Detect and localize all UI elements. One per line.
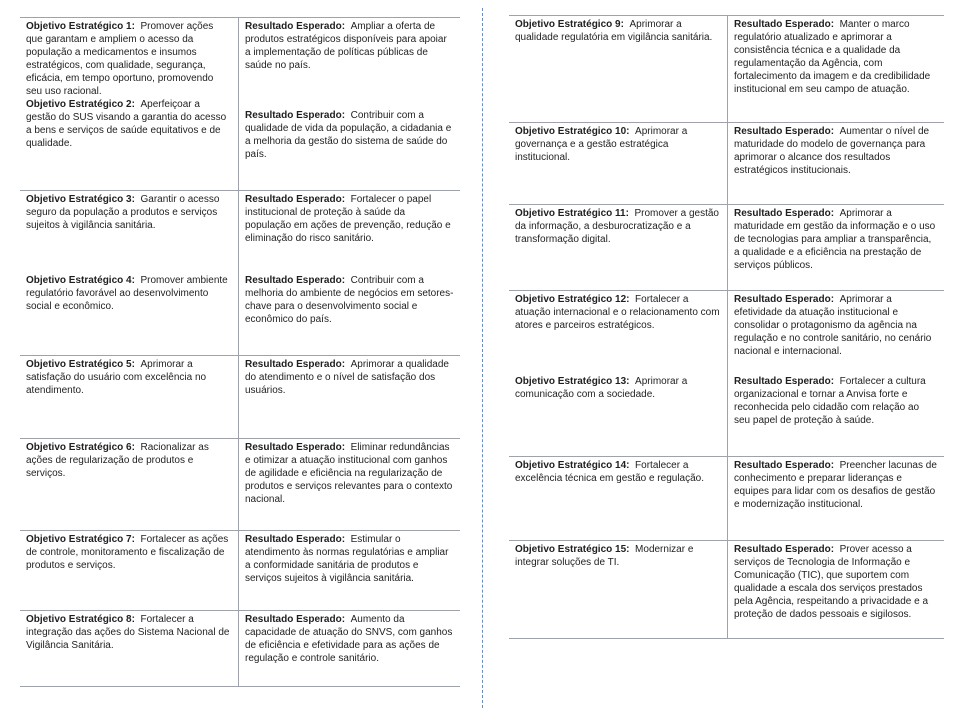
- objective-text: Fortalecer as ações de controle, monitoramento e fiscalização de produtos e serviços.: [26, 534, 229, 571]
- objective-label: Objetivo Estratégico 6:: [26, 442, 135, 453]
- objective-label: Objetivo Estratégico 1:: [26, 21, 135, 32]
- objective-text: Fortalecer a excelência técnica em gestão e regulação.: [515, 460, 705, 484]
- result-cell: [239, 531, 460, 610]
- objective-cell: [509, 123, 728, 204]
- table-row: [20, 191, 460, 356]
- result-label: Resultado Esperado:: [245, 442, 346, 453]
- result-text: Fortalecer a cultura organizacional e tornar a Anvisa forte e reconhecida pelo cidadão com relação ao seu papel de proteção à saúde.: [734, 376, 926, 426]
- objective-text: Promover a gestão da informação, a desburocratização e a transformação digital.: [515, 208, 719, 245]
- objective-text: Racionalizar as ações de regularização de produtos e serviços.: [26, 442, 209, 479]
- result-text: Prover acesso a serviços de Tecnologia de Informação e Comunicação (TIC), que suportem com qualidade a escala dos serviços prestados pela Agência, respeitando a privacidade e a proteção de dados pessoais e sigilosos.: [734, 544, 929, 620]
- objective-text: Garantir o acesso seguro da população a produtos e serviços sujeitos à vigilância sanitária.: [26, 194, 220, 231]
- result-text: Aprimorar a qualidade do atendimento e o nível de satisfação dos usuários.: [245, 359, 449, 396]
- result-cell: [239, 611, 460, 686]
- table-row: [509, 15, 944, 123]
- result-label: Resultado Esperado:: [734, 544, 835, 555]
- result-text: Ampliar a oferta de produtos estratégicos disponíveis para apoiar a implementação de políticas públicas de saúde no país.: [245, 21, 447, 71]
- objective-label: Objetivo Estratégico 14:: [515, 460, 630, 471]
- result-cell: [239, 18, 460, 190]
- table-row: [20, 439, 460, 531]
- table-row: [20, 17, 460, 191]
- objective-cell: [509, 16, 728, 122]
- objective-text: Fortalecer a integração das ações do Sistema Nacional de Vigilância Sanitária.: [26, 614, 230, 651]
- result-text: Aumento da capacidade de atuação do SNVS, com ganhos de eficiência e efetividade para as ações de regulação e controle sanitário.: [245, 614, 453, 664]
- result-text: Aprimorar a maturidade em gestão da informação e o uso de tecnologias para ampliar a transparência, a qualidade e a eficiência na prestação de serviços públicos.: [734, 208, 936, 271]
- objective-label: Objetivo Estratégico 9:: [515, 19, 624, 30]
- result-cell: [239, 191, 460, 355]
- result-label: Resultado Esperado:: [245, 110, 346, 121]
- table-row: [509, 123, 944, 205]
- result-cell: [239, 356, 460, 438]
- objective-text: Modernizar e integrar soluções de TI.: [515, 544, 694, 568]
- result-text: Manter o marco regulatório atualizado e aprimorar a consistência técnica e a qualidade da regulamentação da Agência, com fortalecimento da imagem e da credibilidade institucional em seu campo de atuação.: [734, 19, 931, 95]
- result-cell: [728, 541, 944, 638]
- objective-text: Fortalecer a atuação internacional e o relacionamento com atores e parceiros estratégicos.: [515, 294, 720, 331]
- objective-label: Objetivo Estratégico 2:: [26, 99, 135, 110]
- column-divider: [482, 8, 483, 708]
- objective-label: Objetivo Estratégico 11:: [515, 208, 629, 219]
- table-row: [20, 611, 460, 687]
- objective-cell: [509, 291, 728, 456]
- objective-cell: [509, 541, 728, 638]
- objective-cell: [509, 457, 728, 540]
- objective-label: Objetivo Estratégico 13:: [515, 376, 630, 387]
- result-label: Resultado Esperado:: [734, 208, 835, 219]
- result-cell: [728, 457, 944, 540]
- table-row: [20, 531, 460, 611]
- objective-label: Objetivo Estratégico 3:: [26, 194, 135, 205]
- result-label: Resultado Esperado:: [734, 376, 835, 387]
- result-cell: [239, 439, 460, 530]
- result-label: Resultado Esperado:: [734, 460, 835, 471]
- objective-cell: [20, 356, 239, 438]
- objective-label: Objetivo Estratégico 15:: [515, 544, 630, 555]
- result-text: Preencher lacunas de conhecimento e preparar lideranças e equipes para lidar com os desafios de gestão e modernização institucional.: [734, 460, 937, 510]
- result-text: Contribuir com a melhoria do ambiente de negócios em setores-chave para o desenvolvimento social e econômico do país.: [245, 275, 454, 325]
- objectives-table-right: [509, 15, 944, 639]
- result-text: Estimular o atendimento às normas regulatórias e ampliar a conformidade sanitária de produtos e serviços sujeitos à vigilância sanitária.: [245, 534, 449, 584]
- objective-label: Objetivo Estratégico 10:: [515, 126, 630, 137]
- result-label: Resultado Esperado:: [245, 275, 346, 286]
- table-row: [509, 541, 944, 639]
- objective-cell: [20, 439, 239, 530]
- result-text: Aprimorar a efetividade da atuação institucional e consolidar o protagonismo da agência na regulação e no controle sanitário, no cenário nacional e internacional.: [734, 294, 932, 357]
- objective-cell: [20, 611, 239, 686]
- objective-text: Aprimorar a comunicação com a sociedade.: [515, 376, 688, 400]
- objective-cell: [20, 531, 239, 610]
- result-label: Resultado Esperado:: [245, 614, 346, 625]
- objective-label: Objetivo Estratégico 7:: [26, 534, 135, 545]
- table-row: [509, 457, 944, 541]
- result-label: Resultado Esperado:: [245, 194, 346, 205]
- result-text: Contribuir com a qualidade de vida da população, a cidadania e a melhoria da gestão do sistema de saúde do país.: [245, 110, 452, 160]
- result-label: Resultado Esperado:: [734, 19, 835, 30]
- objective-text: Aprimorar a governança e a gestão estratégica institucional.: [515, 126, 688, 163]
- objective-text: Aperfeiçoar a gestão do SUS visando a garantia do acesso a bens e serviços de saúde equitativos e de qualidade.: [26, 99, 227, 149]
- result-text: Aumentar o nível de maturidade do modelo de governança para aprimorar o alcance dos resultados estratégicos institucionais.: [734, 126, 930, 176]
- result-label: Resultado Esperado:: [245, 534, 346, 545]
- result-label: Resultado Esperado:: [245, 359, 346, 370]
- objective-cell: [509, 205, 728, 290]
- result-cell: [728, 205, 944, 290]
- table-row: [20, 356, 460, 439]
- result-cell: [728, 16, 944, 122]
- result-label: Resultado Esperado:: [734, 294, 835, 305]
- objective-text: Aprimorar a satisfação do usuário com excelência no atendimento.: [26, 359, 207, 396]
- objectives-table-left: [20, 17, 460, 687]
- objective-label: Objetivo Estratégico 12:: [515, 294, 630, 305]
- table-row: [509, 205, 944, 291]
- result-label: Resultado Esperado:: [734, 126, 835, 137]
- objective-text: Promover ambiente regulatório favorável ao desenvolvimento social e econômico.: [26, 275, 228, 312]
- table-row: [509, 291, 944, 457]
- result-text: Eliminar redundâncias e otimizar a atuação institucional com ganhos de agilidade e eficiência na regularização de produtos e serviços relevantes para o contexto nacional.: [245, 442, 453, 505]
- objective-label: Objetivo Estratégico 8:: [26, 614, 135, 625]
- objective-label: Objetivo Estratégico 4:: [26, 275, 135, 286]
- result-label: Resultado Esperado:: [245, 21, 346, 32]
- result-text: Fortalecer o papel institucional de proteção à saúde da população em ações de prevenção, redução e eliminação do risco sanitário.: [245, 194, 451, 244]
- objective-text: Aprimorar a qualidade regulatória em vigilância sanitária.: [515, 19, 713, 43]
- result-cell: [728, 291, 944, 456]
- objective-text: Promover ações que garantam e ampliem o acesso da população a medicamentos e insumos estratégicos, com qualidade, segurança, eficácia, em tempo oportuno, promovendo seu uso racional.: [26, 21, 214, 97]
- result-cell: [728, 123, 944, 204]
- objective-label: Objetivo Estratégico 5:: [26, 359, 135, 370]
- objective-cell: [20, 18, 239, 190]
- objective-cell: [20, 191, 239, 355]
